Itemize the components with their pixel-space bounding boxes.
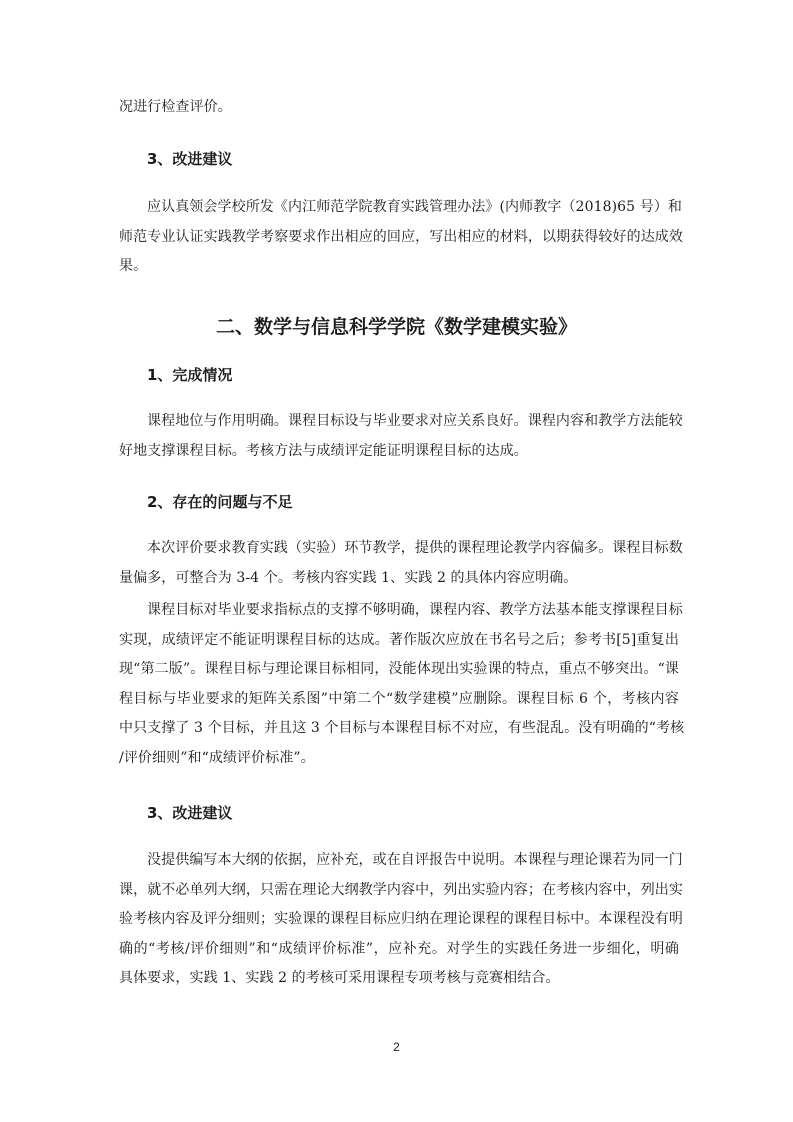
text-line: 本次评价要求教育实践（实验）环节教学，提供的课程理论教学内容偏多。课程目标数	[147, 540, 683, 556]
subheading-status: 1、完成情况	[147, 366, 233, 384]
paragraph-problems-1	[119, 534, 683, 593]
subheading-improvement-1: 3、改进建议	[147, 150, 233, 168]
paragraph-improvement-1	[119, 193, 683, 282]
paragraph-continuation	[119, 93, 679, 123]
text-line: 课程目标对毕业要求指标点的支撑不够明确，课程内容、教学方法基本能支撑课程目标	[147, 602, 683, 618]
page-number: 2	[393, 1040, 400, 1054]
text-line: /评价细则”和“成绩评价标准”。	[119, 749, 315, 766]
text-line: 确的“考核/评价细则”和“成绩评价标准”，应补充。对学生的实践任务进一步细化，明确	[119, 940, 679, 957]
text-line: 具体要求，实践 1、实践 2 的考核可采用课程专项考核与竞赛相结合。	[119, 970, 560, 986]
text-line: 没提供编写本大纲的依据，应补充，或在自评报告中说明。本课程与理论课若为同一门	[147, 852, 683, 868]
section-title: 二、数学与信息科学学院《数学建模实验》	[215, 316, 577, 338]
text-line: 果。	[119, 258, 148, 274]
paragraph-improvement-2	[119, 846, 683, 994]
paragraph-problems-2	[119, 596, 685, 773]
text-line: 程目标与毕业要求的矩阵关系图”中第二个“数学建模”应删除。课程目标 6 个，考核内容	[119, 690, 679, 707]
text-line: 中只支撑了 3 个目标，并且这 3 个目标与本课程目标不对应，有些混乱。没有明确的“考核	[119, 720, 685, 736]
subheading-problems: 2、存在的问题与不足	[147, 493, 293, 511]
text-line: 实现，成绩评定不能证明课程目标的达成。著作版次应放在书名号之后；参考书[5]重复出	[119, 631, 679, 648]
text-line: 应认真领会学校所发《内江师范学院教育实践管理办法》(内师教字（2018)65 号）和	[147, 199, 683, 215]
text-line: 况进行检查评价。	[119, 99, 232, 115]
text-line: 验考核内容及评分细则；实验课的课程目标应归纳在理论课程的课程目标中。本课程没有明	[119, 911, 683, 927]
text-line: 师范专业认证实践教学考察要求作出相应的回应，写出相应的材料，以期获得较好的达成效	[119, 228, 683, 245]
text-line: 现“第二版”。课程目标与理论课目标相同，没能体现出实验课的特点，重点不够突出。“课	[119, 661, 679, 677]
subheading-improvement-2: 3、改进建议	[147, 804, 233, 822]
paragraph-status	[119, 407, 683, 466]
text-line: 课，就不必单列大纲，只需在理论大纲教学内容中，列出实验内容；在考核内容中，列出实	[119, 881, 683, 898]
text-line: 量偏多，可整合为 3-4 个。考核内容实践 1、实践 2 的具体内容应明确。	[119, 569, 578, 586]
text-line: 课程地位与作用明确。课程目标设与毕业要求对应关系良好。课程内容和教学方法能较	[147, 413, 683, 429]
text-line: 好地支撑课程目标。考核方法与成绩评定能证明课程目标的达成。	[119, 442, 528, 459]
